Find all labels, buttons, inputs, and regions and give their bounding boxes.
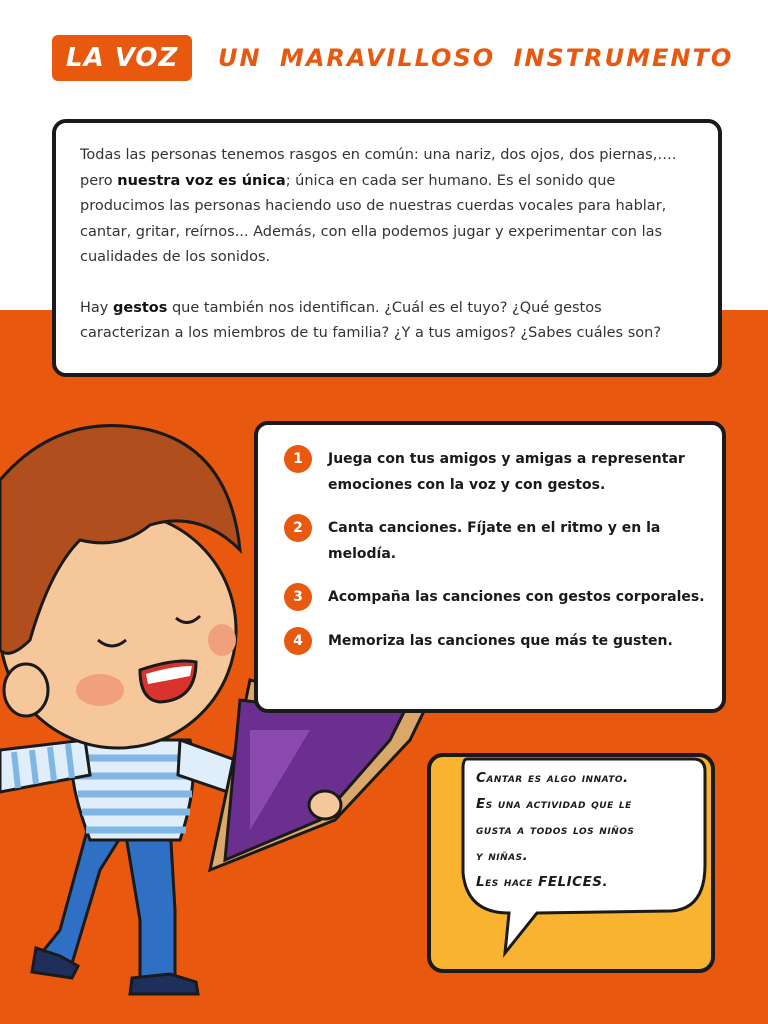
list-item — [284, 516, 706, 567]
intro-text-box — [52, 119, 722, 377]
activities-list-box — [254, 421, 726, 713]
list-item — [284, 629, 706, 655]
list-item — [284, 447, 706, 498]
intro-text: Hay — [80, 299, 113, 316]
bubble-line: gusta a todos los niños — [476, 822, 635, 838]
intro-paragraph-1 — [80, 143, 694, 271]
intro-text: Todas las personas tenemos rasgos en común: una nariz, dos ojos, dos piernas,…. pero — [80, 147, 677, 189]
speech-bubble-text — [476, 765, 706, 895]
list-item — [284, 585, 706, 611]
intro-emphasis: nuestra voz es única — [117, 172, 286, 189]
intro-text: ; única en cada ser humano. Es el sonido que producimos las personas haciendo uso de nuestras cuerdas vocales para hablar, cantar, gritar, reírnos... Además, con ella podemos jugar y experimentar con las cualidades de los sonidos. — [80, 172, 667, 265]
step-text: Acompaña las canciones con gestos corporales. — [328, 589, 705, 605]
title-badge: LA VOZ — [52, 35, 192, 81]
page-subtitle: UN MARAVILLOSO INSTRUMENTO — [218, 44, 734, 72]
bubble-line: Les hace FELICES. — [476, 874, 609, 890]
step-number-badge: 1 — [284, 445, 312, 473]
step-number-badge: 4 — [284, 627, 312, 655]
bubble-line: y niñas. — [476, 848, 529, 864]
intro-text: que también nos identifican. ¿Cuál es el tuyo? ¿Qué gestos caracterizan a los miembros de tu familia? ¿Y a tus amigos? ¿Sabes cuáles son? — [80, 299, 662, 341]
step-text: Juega con tus amigos y amigas a representar emociones con la voz y con gestos. — [328, 451, 685, 493]
bubble-line: Cantar es algo innato. — [476, 770, 629, 786]
step-number-badge: 2 — [284, 514, 312, 542]
step-number-badge: 3 — [284, 583, 312, 611]
bubble-line: Es una actividad que le — [476, 796, 632, 812]
step-text: Memoriza las canciones que más te gusten. — [328, 633, 673, 649]
intro-emphasis: gestos — [112, 299, 168, 316]
step-text: Canta canciones. Fíjate en el ritmo y en la melodía. — [328, 520, 661, 562]
intro-paragraph-2 — [80, 296, 694, 347]
